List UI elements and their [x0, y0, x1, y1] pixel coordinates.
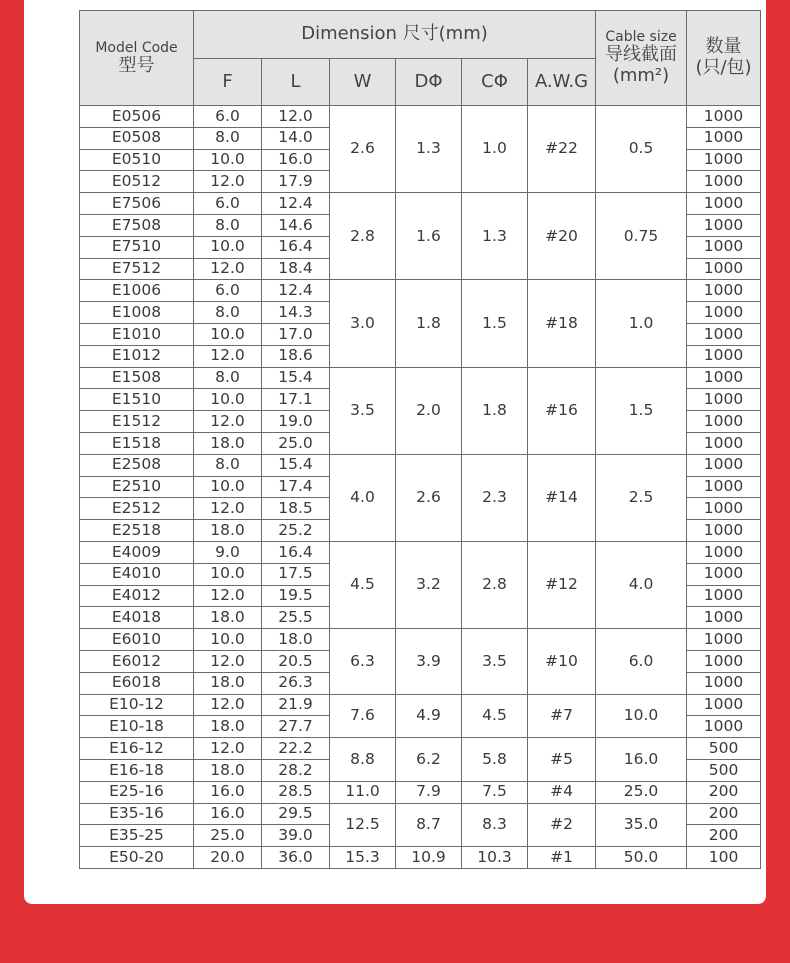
quantity-cell: 1000: [687, 149, 761, 171]
col-l-header: L: [262, 59, 330, 106]
table-row: [80, 193, 761, 215]
cable-size-cell: 35.0: [596, 803, 687, 847]
cable-size-cell: 1.5: [596, 367, 687, 454]
d-cell: 4.9: [396, 694, 462, 738]
f-cell: 12.0: [194, 650, 262, 672]
model-code-cell: E4018: [80, 607, 194, 629]
cable-size-cell: 0.75: [596, 193, 687, 280]
quantity-cell: 1000: [687, 563, 761, 585]
quantity-cell: 1000: [687, 193, 761, 215]
f-cell: 10.0: [194, 236, 262, 258]
c-cell: 5.8: [462, 738, 528, 782]
l-cell: 12.0: [262, 106, 330, 128]
awg-cell: #16: [528, 367, 596, 454]
table-row: [80, 629, 761, 651]
table-row: [80, 803, 761, 825]
c-cell: 2.3: [462, 454, 528, 541]
quantity-cell: 1000: [687, 258, 761, 280]
model-code-cell: E0512: [80, 171, 194, 193]
table-row: [80, 280, 761, 302]
f-cell: 9.0: [194, 541, 262, 563]
l-cell: 12.4: [262, 193, 330, 215]
quantity-cell: 200: [687, 781, 761, 803]
f-cell: 10.0: [194, 563, 262, 585]
model-code-cell: E6010: [80, 629, 194, 651]
l-cell: 14.6: [262, 214, 330, 236]
f-cell: 8.0: [194, 367, 262, 389]
awg-cell: #14: [528, 454, 596, 541]
f-cell: 8.0: [194, 214, 262, 236]
c-cell: 10.3: [462, 847, 528, 869]
cable-size-cell: 16.0: [596, 738, 687, 782]
l-cell: 22.2: [262, 738, 330, 760]
model-code-cell: E1012: [80, 345, 194, 367]
quantity-cell: 1000: [687, 476, 761, 498]
cable-size-cell: 50.0: [596, 847, 687, 869]
col-awg-header: A.W.G: [528, 59, 596, 106]
d-cell: 1.3: [396, 106, 462, 193]
f-cell: 8.0: [194, 302, 262, 324]
model-code-cell: E1512: [80, 411, 194, 433]
quantity-cell: 1000: [687, 672, 761, 694]
c-cell: 2.8: [462, 541, 528, 628]
table-row: [80, 454, 761, 476]
l-cell: 16.4: [262, 541, 330, 563]
cable-size-unit: (mm²): [612, 65, 670, 87]
quantity-cell: 1000: [687, 629, 761, 651]
d-cell: 1.6: [396, 193, 462, 280]
w-cell: 2.8: [330, 193, 396, 280]
cable-size-cell: 6.0: [596, 629, 687, 694]
model-code-header: [80, 11, 194, 106]
quantity-cell: 1000: [687, 389, 761, 411]
f-cell: 16.0: [194, 803, 262, 825]
col-f-header: F: [194, 59, 262, 106]
awg-cell: #4: [528, 781, 596, 803]
f-cell: 12.0: [194, 411, 262, 433]
model-code-cell: E1006: [80, 280, 194, 302]
l-cell: 28.2: [262, 759, 330, 781]
l-cell: 26.3: [262, 672, 330, 694]
model-code-cell: E1010: [80, 323, 194, 345]
w-cell: 4.0: [330, 454, 396, 541]
model-code-cell: E0510: [80, 149, 194, 171]
cable-size-header: [596, 11, 687, 106]
f-cell: 10.0: [194, 629, 262, 651]
col-c-header: CΦ: [462, 59, 528, 106]
f-cell: 8.0: [194, 454, 262, 476]
table-row: [80, 367, 761, 389]
w-cell: 2.6: [330, 106, 396, 193]
l-cell: 28.5: [262, 781, 330, 803]
f-cell: 6.0: [194, 106, 262, 128]
l-cell: 17.9: [262, 171, 330, 193]
quantity-cell: 1000: [687, 236, 761, 258]
f-cell: 10.0: [194, 149, 262, 171]
d-cell: 10.9: [396, 847, 462, 869]
model-code-cell: E2510: [80, 476, 194, 498]
f-cell: 18.0: [194, 672, 262, 694]
model-code-cell: E16-18: [80, 759, 194, 781]
awg-cell: #2: [528, 803, 596, 847]
l-cell: 19.0: [262, 411, 330, 433]
quantity-cell: 1000: [687, 323, 761, 345]
f-cell: 6.0: [194, 280, 262, 302]
table-row: [80, 106, 761, 128]
quantity-cell: 1000: [687, 454, 761, 476]
f-cell: 12.0: [194, 738, 262, 760]
cable-size-cell: 25.0: [596, 781, 687, 803]
f-cell: 18.0: [194, 716, 262, 738]
cable-size-cell: 10.0: [596, 694, 687, 738]
awg-cell: #12: [528, 541, 596, 628]
f-cell: 12.0: [194, 585, 262, 607]
awg-cell: #22: [528, 106, 596, 193]
w-cell: 11.0: [330, 781, 396, 803]
cable-size-cell: 4.0: [596, 541, 687, 628]
table-row: [80, 738, 761, 760]
f-cell: 18.0: [194, 607, 262, 629]
model-code-cell: E2508: [80, 454, 194, 476]
content-card: [24, 0, 766, 904]
quantity-cell: 1000: [687, 411, 761, 433]
f-cell: 10.0: [194, 389, 262, 411]
col-w-header: W: [330, 59, 396, 106]
cable-size-en: Cable size: [605, 29, 677, 46]
model-code-cell: E35-16: [80, 803, 194, 825]
model-code-cell: E7506: [80, 193, 194, 215]
model-code-cell: E1508: [80, 367, 194, 389]
f-cell: 12.0: [194, 498, 262, 520]
f-cell: 12.0: [194, 258, 262, 280]
w-cell: 3.5: [330, 367, 396, 454]
quantity-cell: 1000: [687, 498, 761, 520]
quantity-cell: 100: [687, 847, 761, 869]
quantity-cell: 500: [687, 738, 761, 760]
model-code-cell: E0506: [80, 106, 194, 128]
quantity-cell: 1000: [687, 694, 761, 716]
c-cell: 7.5: [462, 781, 528, 803]
quantity-cell: 200: [687, 803, 761, 825]
f-cell: 10.0: [194, 476, 262, 498]
c-cell: 1.0: [462, 106, 528, 193]
l-cell: 20.5: [262, 650, 330, 672]
dimension-title: Dimension 尺寸(mm): [301, 23, 488, 45]
l-cell: 27.7: [262, 716, 330, 738]
c-cell: 1.3: [462, 193, 528, 280]
model-code-cell: E7508: [80, 214, 194, 236]
table-row: [80, 847, 761, 869]
model-code-cell: E2518: [80, 520, 194, 542]
l-cell: 25.2: [262, 520, 330, 542]
c-cell: 1.5: [462, 280, 528, 367]
model-code-cell: E10-18: [80, 716, 194, 738]
quantity-cell: 1000: [687, 214, 761, 236]
f-cell: 8.0: [194, 127, 262, 149]
model-code-cell: E4010: [80, 563, 194, 585]
d-cell: 3.2: [396, 541, 462, 628]
w-cell: 4.5: [330, 541, 396, 628]
model-code-cell: E4009: [80, 541, 194, 563]
l-cell: 18.6: [262, 345, 330, 367]
l-cell: 17.0: [262, 323, 330, 345]
model-code-cell: E25-16: [80, 781, 194, 803]
model-code-cell: E16-12: [80, 738, 194, 760]
f-cell: 18.0: [194, 520, 262, 542]
awg-cell: #20: [528, 193, 596, 280]
awg-cell: #1: [528, 847, 596, 869]
f-cell: 12.0: [194, 171, 262, 193]
cable-size-cn: 导线截面: [605, 44, 678, 66]
d-cell: 8.7: [396, 803, 462, 847]
w-cell: 15.3: [330, 847, 396, 869]
f-cell: 25.0: [194, 825, 262, 847]
d-cell: 2.6: [396, 454, 462, 541]
model-code-cell: E7512: [80, 258, 194, 280]
model-code-cell: E35-25: [80, 825, 194, 847]
l-cell: 18.5: [262, 498, 330, 520]
awg-cell: #7: [528, 694, 596, 738]
quantity-cell: 1000: [687, 541, 761, 563]
l-cell: 16.4: [262, 236, 330, 258]
awg-cell: #5: [528, 738, 596, 782]
quantity-cell: 1000: [687, 280, 761, 302]
model-code-cell: E0508: [80, 127, 194, 149]
table-row: [80, 694, 761, 716]
l-cell: 25.5: [262, 607, 330, 629]
model-code-cn: 型号: [118, 54, 155, 76]
quantity-cell: 1000: [687, 432, 761, 454]
l-cell: 39.0: [262, 825, 330, 847]
c-cell: 8.3: [462, 803, 528, 847]
model-code-cell: E50-20: [80, 847, 194, 869]
table-header: [80, 11, 761, 106]
d-cell: 1.8: [396, 280, 462, 367]
l-cell: 15.4: [262, 367, 330, 389]
model-code-cell: E10-12: [80, 694, 194, 716]
quantity-cell: 1000: [687, 716, 761, 738]
f-cell: 20.0: [194, 847, 262, 869]
l-cell: 18.0: [262, 629, 330, 651]
model-code-cell: E6018: [80, 672, 194, 694]
l-cell: 18.4: [262, 258, 330, 280]
table-row: [80, 541, 761, 563]
quantity-unit: (只/包): [695, 57, 752, 78]
l-cell: 21.9: [262, 694, 330, 716]
f-cell: 10.0: [194, 323, 262, 345]
table-row: [80, 781, 761, 803]
d-cell: 3.9: [396, 629, 462, 694]
awg-cell: #10: [528, 629, 596, 694]
l-cell: 14.3: [262, 302, 330, 324]
quantity-header: [687, 11, 761, 106]
d-cell: 7.9: [396, 781, 462, 803]
f-cell: 16.0: [194, 781, 262, 803]
l-cell: 16.0: [262, 149, 330, 171]
quantity-cell: 1000: [687, 106, 761, 128]
table-body: [80, 106, 761, 869]
quantity-cell: 1000: [687, 367, 761, 389]
dimension-header: [194, 11, 596, 59]
l-cell: 17.1: [262, 389, 330, 411]
quantity-cn: 数量: [705, 36, 742, 58]
quantity-cell: 1000: [687, 607, 761, 629]
f-cell: 18.0: [194, 759, 262, 781]
l-cell: 19.5: [262, 585, 330, 607]
quantity-cell: 1000: [687, 650, 761, 672]
l-cell: 14.0: [262, 127, 330, 149]
model-code-en: Model Code: [95, 39, 178, 56]
quantity-cell: 1000: [687, 127, 761, 149]
model-code-cell: E1518: [80, 432, 194, 454]
model-code-cell: E1510: [80, 389, 194, 411]
l-cell: 17.5: [262, 563, 330, 585]
w-cell: 12.5: [330, 803, 396, 847]
l-cell: 25.0: [262, 432, 330, 454]
f-cell: 6.0: [194, 193, 262, 215]
d-cell: 6.2: [396, 738, 462, 782]
spec-table: [79, 10, 761, 869]
col-d-header: DΦ: [396, 59, 462, 106]
quantity-cell: 1000: [687, 171, 761, 193]
model-code-cell: E1008: [80, 302, 194, 324]
cable-size-cell: 2.5: [596, 454, 687, 541]
w-cell: 3.0: [330, 280, 396, 367]
quantity-cell: 500: [687, 759, 761, 781]
quantity-cell: 200: [687, 825, 761, 847]
l-cell: 36.0: [262, 847, 330, 869]
model-code-cell: E2512: [80, 498, 194, 520]
c-cell: 4.5: [462, 694, 528, 738]
w-cell: 8.8: [330, 738, 396, 782]
l-cell: 17.4: [262, 476, 330, 498]
model-code-cell: E7510: [80, 236, 194, 258]
awg-cell: #18: [528, 280, 596, 367]
cable-size-cell: 0.5: [596, 106, 687, 193]
model-code-cell: E4012: [80, 585, 194, 607]
c-cell: 1.8: [462, 367, 528, 454]
quantity-cell: 1000: [687, 345, 761, 367]
f-cell: 12.0: [194, 694, 262, 716]
model-code-cell: E6012: [80, 650, 194, 672]
c-cell: 3.5: [462, 629, 528, 694]
w-cell: 6.3: [330, 629, 396, 694]
quantity-cell: 1000: [687, 520, 761, 542]
l-cell: 29.5: [262, 803, 330, 825]
f-cell: 12.0: [194, 345, 262, 367]
l-cell: 15.4: [262, 454, 330, 476]
l-cell: 12.4: [262, 280, 330, 302]
quantity-cell: 1000: [687, 585, 761, 607]
f-cell: 18.0: [194, 432, 262, 454]
quantity-cell: 1000: [687, 302, 761, 324]
w-cell: 7.6: [330, 694, 396, 738]
cable-size-cell: 1.0: [596, 280, 687, 367]
d-cell: 2.0: [396, 367, 462, 454]
